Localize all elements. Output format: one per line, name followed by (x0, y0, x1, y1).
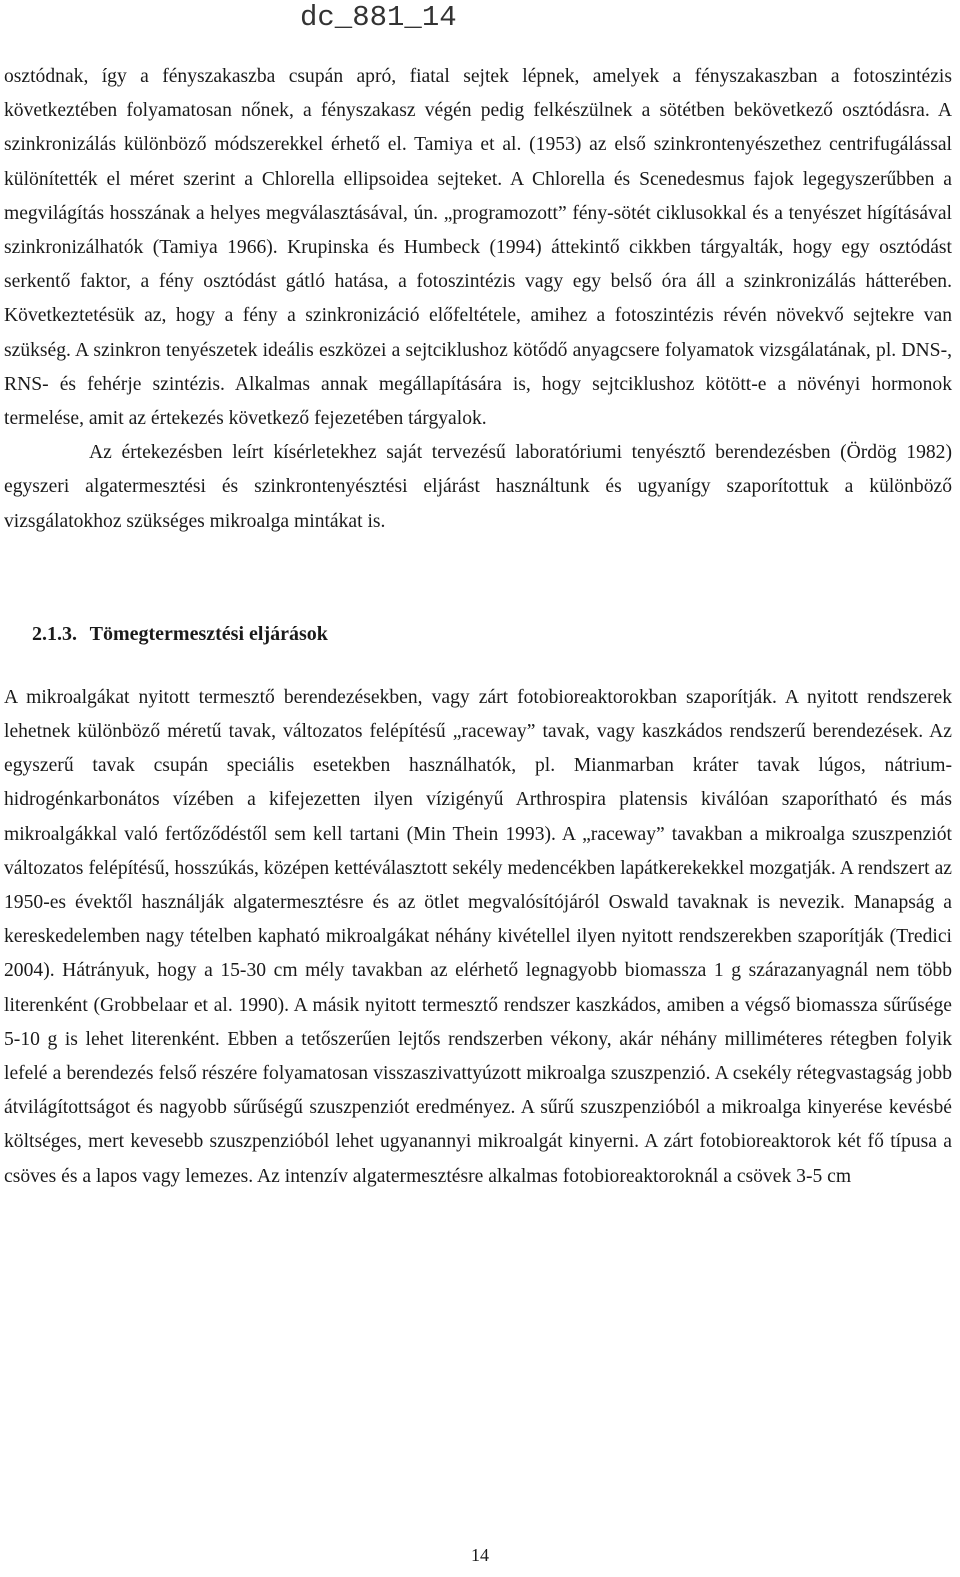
section-heading (32, 617, 952, 651)
section-number: 2.1.3. (32, 622, 77, 645)
body-paragraph: A mikroalgákat nyitott termesztő berendezésekben, vagy zárt fotobioreaktorokban szaporítják. A nyitott rendszerek lehetnek különböző méretű tavak, változatos felépítésű „raceway” tavak, vagy kaszkádos rendszerű berendezések. Az egyszerű tavak csupán speciális esetekben használhatók, pl. Mianmarban kráter tavak lúgos, nátrium-hidrogénkarbonátos vízében a kifejezetten ilyen vízigényű Arthrospira platensis kiválóan szaporítható és más mikroalgákkal való fertőződéstől sem kell tartani (Min Thein 1993). A „raceway” tavakban a mikroalga szuszpenziót változatos felépítésű, hosszúkás, középen kettéválasztott sekély medencékben lapátkerekekkel mozgatják. A rendszert az 1950-es évektől használják algatermesztésre és az ötlet megvalósítójáról Oswald tavaknak is nevezik. Manapság a kereskedelemben nagy tételben kapható mikroalgákat néhány kivétellel ilyen nyitott rendszerekben szaporítják (Tredici 2004). Hátrányuk, hogy a 15-30 cm mély tavakban az elérhető legnagyobb biomassza 1 g szárazanyagnál nem több literenként (Grobbelaar et al. 1990). A másik nyitott termesztő rendszer kaszkádos, amiben a végső biomassza sűrűsége 5-10 g is lehet literenként. Ebben a tetőszerűen lejtős rendszerben vékony, akár néhány milliméteres rétegben folyik lefelé a berendezés felső részére folyamatosan visszaszivattyúzott mikroalga szuszpenzió. A csekély rétegvastagság jobb átvilágítottságot és nagyobb sűrűségű szuszpenziót eredményez. A sűrű szuszpenzióból a mikroalga kinyerése kevésbé költséges, mert kevesebb szuszpenzióból lehet ugyanannyi mikroalgát kinyerni. A zárt fotobioreaktorok két fő típusa a csöves és a lapos vagy lemezes. Az intenzív algatermesztésre alkalmas fotobioreaktoroknál a csövek 3-5 cm (4, 686, 952, 1187)
page-body (4, 60, 952, 1194)
section-title: Tömegtermesztési eljárások (89, 622, 328, 645)
body-paragraph: osztódnak, így a fényszakaszba csupán apró, fiatal sejtek lépnek, amelyek a fényszakaszban a fotoszintézis következtében folyamatosan nőnek, a fényszakasz végén pedig felkészülnek a sötétben bekövetkező osztódásra. A szinkronizálás különböző módszerekkel érhető el. Tamiya et al. (1953) az első szinkrontenyészethez centrifugálással különítették el méret szerint a Chlorella ellipsoidea sejteket. A Chlorella és Scenedesmus fajok legegyszerűbben a megvilágítás hosszának a helyes megválasztásával, ún. „programozott” fény-sötét ciklusokkal és a tenyészet hígításával szinkronizálhatók (Tamiya 1966). Krupinska és Humbeck (1994) áttekintő cikkben tárgyalták, hogy egy osztódást serkentő faktor, a fény osztódást gátló hatása, a fotoszintézis vagy egy belső óra áll a szinkronizálás hátterében. Következtetésük az, hogy a fény a szinkronizáció előfeltétele, amihez a fotoszintézis révén növekvő sejtekre van szükség. A szinkron tenyészetek ideális eszközei a sejtciklushoz kötődő anyagcsere folyamatok vizsgálatának, pl. DNS-, RNS- és fehérje szintézis. Alkalmas annak megállapítására is, hogy sejtciklushoz kötött-e a növényi hormonok termelése, amit az értekezés következő fejezetében tárgyalok. (4, 66, 952, 430)
body-paragraph: Az értekezésben leírt kísérletekhez saját tervezésű laboratóriumi tenyésztő berendezésben (Ördög 1982) egyszeri algatermesztési és szinkrontenyésztési eljárást használtunk és ugyanígy szaporítottuk a különböző vizsgálatokhoz szükséges mikroalga mintákat is. (4, 442, 952, 532)
page-number: 14 (471, 1545, 489, 1565)
document-id: dc_881_14 (300, 1, 457, 34)
